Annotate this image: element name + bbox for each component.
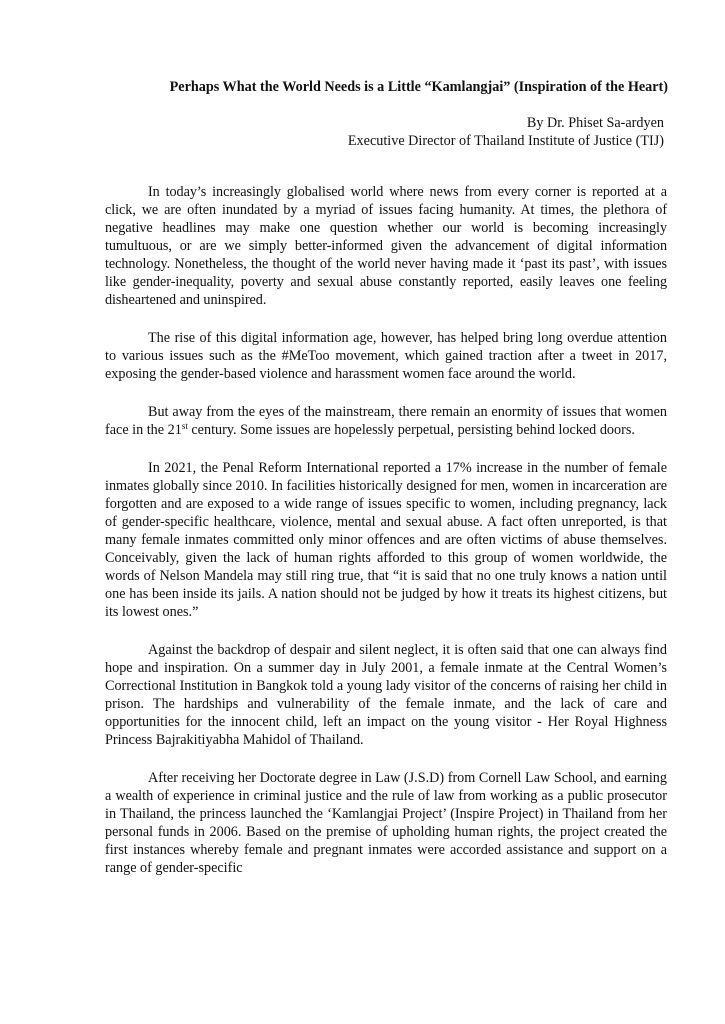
- paragraph: After receiving her Doctorate degree in Law (J.S.D) from Cornell Law School, and earning a wealth of experience in criminal justice and the rule of law from working as a public prosecutor in Thailand, the princess launched the ‘Kamlangjai Project’ (Inspire Project) in Thailand from her personal funds in 2006. Based on the premise of upholding human rights, the project created the first instances whereby female and pregnant inmates were accorded assistance and support on a range of gender-specific: [105, 770, 667, 876]
- ordinal-superscript: st: [181, 421, 188, 431]
- byline-author: By Dr. Phiset Sa-ardyen: [526, 115, 664, 131]
- paragraph: In 2021, the Penal Reform International reported a 17% increase in the number of female inmates globally since 2010. In facilities historically designed for men, women in incarceration are forgotten and are exposed to a wide range of issues specific to women, including pregnancy, lack of gender-specific healthcare, violence, mental and sexual abuse. A fact often unreported, is that many female inmates committed only minor offences and are often victims of abuse themselves. Conceivably, given the lack of human rights afforded to this group of women worldwide, the words of Nelson Mandela may still ring true, that “it is said that no one truly knows a nation until one has been inside its jails. A nation should not be judged by how it treats its highest citizens, but its lowest ones.”: [105, 460, 667, 620]
- paragraph-text-after: century. Some issues are hopelessly perpetual, persisting behind locked doors.: [187, 422, 635, 438]
- document-title: Perhaps What the World Needs is a Little “Kamlangjai” (Inspiration of the Heart): [169, 79, 668, 95]
- paragraph: [105, 403, 667, 439]
- paragraph-text-before: But away from the eyes of the mainstream, there remain an enormity of issues that women face in the 21: [105, 404, 667, 438]
- article-body: [105, 183, 667, 897]
- paragraph: The rise of this digital information age, however, has helped bring long overdue attention to various issues such as the #MeToo movement, which gained traction after a tweet in 2017, exposing the gender-based violence and harassment women face around the world.: [105, 330, 667, 382]
- paragraph: In today’s increasingly globalised world where news from every corner is reported at a click, we are often inundated by a myriad of issues facing humanity. At times, the plethora of negative headlines may make one question whether our world is becoming increasingly tumultuous, or are we simply better-informed given the advancement of digital information technology. Nonetheless, the thought of the world never having made it ‘past its past’, with issues like gender-inequality, poverty and sexual abuse constantly reported, easily leaves one feeling disheartened and uninspired.: [105, 184, 667, 308]
- paragraph: Against the backdrop of despair and silent neglect, it is often said that one can always find hope and inspiration. On a summer day in July 2001, a female inmate at the Central Women’s Correctional Institution in Bangkok told a young lady visitor of the concerns of raising her child in prison. The hardships and vulnerability of the female inmate, and the lack of care and opportunities for the innocent child, left an impact on the young visitor - Her Royal Highness Princess Bajrakitiyabha Mahidol of Thailand.: [105, 642, 667, 748]
- byline: [244, 114, 664, 150]
- byline-position: Executive Director of Thailand Institute of Justice (TIJ): [347, 133, 664, 149]
